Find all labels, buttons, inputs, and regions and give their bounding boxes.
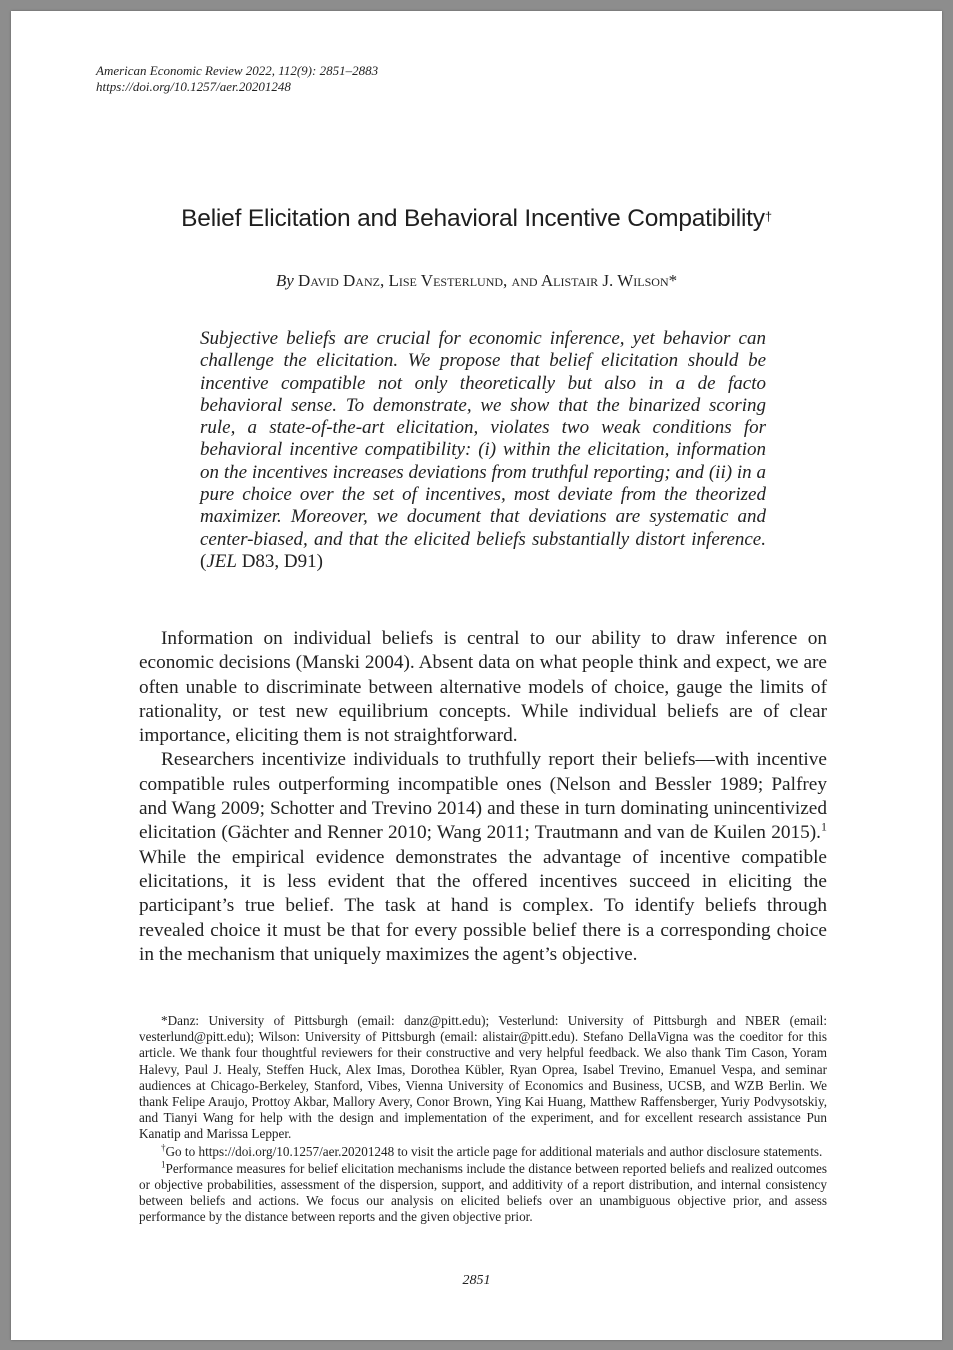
journal-citation [96,63,378,95]
paragraph-text: Researchers incentivize individuals to truthfully report their beliefs—with incentive compatible rules outperforming incompatible ones (Nelson and Bessler 1989; Palfrey and Wang 2009; Schotter and Trevino 2014) and these in turn dominating unincentivized elicitation (Gächter and Renner 2010; Wang 2011; Trautmann and van de Kuilen 2015). [139,749,827,844]
abstract-text: Subjective beliefs are crucial for economic inference, yet behavior can challenge the elicitation. We propose that belief elicitation should be incentive compatible not only theoretically but also in a de facto behavioral sense. To demonstrate, we show that the binarized scoring rule, a state-of-the-art elicitation, violates two weak conditions for behavioral incentive compatibility: (i) within the elicitation, information on the incentives increases deviations from truthful reporting; and (ii) in a pure choice over the set of incentives, most deviate from the theorized maximizer. Moreover, we document that deviations are systematic and center-biased, and that the elicited beliefs substantially distort inference. [200,328,766,550]
jel-open: ( [200,550,207,572]
title-text: Belief Elicitation and Behavioral Incentive Compatibility [181,205,765,232]
footnotes [139,1013,827,1227]
footnote-mark: † [161,1142,166,1153]
doi-line: https://doi.org/10.1257/aer.20201248 [96,79,291,94]
footnote-text: Go to https://doi.org/10.1257/aer.20201248 to visit the article page for additional materials and author disclosure statements. [165,1143,823,1159]
body-paragraph [139,627,827,748]
paragraph-text: While the empirical evidence demonstrates the advantage of incentive compatible elicitations, it is less evident that the offered incentives succeed in eliciting the participant’s true belief. The task at hand is complex. To identify beliefs through revealed choice it must be that for every possible belief there is a corresponding choice in the mechanism that uniquely maximizes the agent’s objective. [139,846,827,965]
title-dagger-mark: † [764,209,772,224]
jel-label: JEL [206,550,237,572]
by-label: By [275,271,294,290]
body-paragraph [139,748,827,967]
paper-title [11,204,942,234]
jel-codes: D83, D91) [236,550,323,572]
footnote-author-affiliations [139,1013,827,1143]
author-names: David Danz, Lise Vesterlund, and Alistair J. Wilson* [298,271,678,290]
footnote-1 [139,1161,827,1226]
footnote-dagger [139,1144,827,1160]
paper-page [11,11,942,1340]
footnote-text: Performance measures for belief elicitation mechanisms include the distance between reported beliefs and realized outcomes or objective probabilities, assessment of the dispersion, support, and additivity of a report distribution, and internal consistency between beliefs and actions. We focus our analysis on elicited beliefs over an unambiguous objective prior, and assess performance by the distance between reports and the given objective prior. [139,1160,827,1225]
footnote-mark: 1 [161,1159,166,1170]
journal-line: American Economic Review 2022, 112(9): 2851–2883 [96,63,379,78]
abstract [200,328,766,573]
footnote-ref-link[interactable]: 1 [821,819,827,834]
footnote-text: *Danz: University of Pittsburgh (email: danz@pitt.edu); Vesterlund: University of Pittsburgh and NBER (email: vesterlund@pitt.edu); Wilson: University of Pittsburgh (email: alistair@pitt.edu). Stefano DellaVigna was the coeditor for this article. We thank four thoughtful reviewers for their constructive and very helpful feedback. We also thank Tim Cason, Yoram Halevy, Paul J. Healy, Steffen Huck, Alex Imas, Dorothea Kübler, Ryan Oprea, Isabel Trevino, Emanuel Vespa, and seminar audiences at Chicago-Berkeley, Stanford, Vibes, Vienna University of Economics and Business, UCSB, and WZB Berlin. We thank Felipe Araujo, Prottoy Akbar, Mallory Avery, Conor Brown, Ying Kai Huang, Matthew Raffensberger, Yuriy Podvysotskiy, and Tianyi Wang for help with the design and implementation of the experiment, and for excellent research assistance Pun Kanatip and Marissa Lepper. [139,1013,827,1142]
body-text [139,627,827,967]
page-number: 2851 [462,1273,491,1288]
paragraph-text: Information on individual beliefs is central to our ability to draw inference on economic decisions (Manski 2004). Absent data on what people think and expect, we are often unable to discriminate between alternative models of choice, gauge the limits of rationality, or test new equilibrium concepts. While individual beliefs are of clear importance, eliciting them is not straightforward. [139,628,827,747]
author-line [11,270,942,292]
